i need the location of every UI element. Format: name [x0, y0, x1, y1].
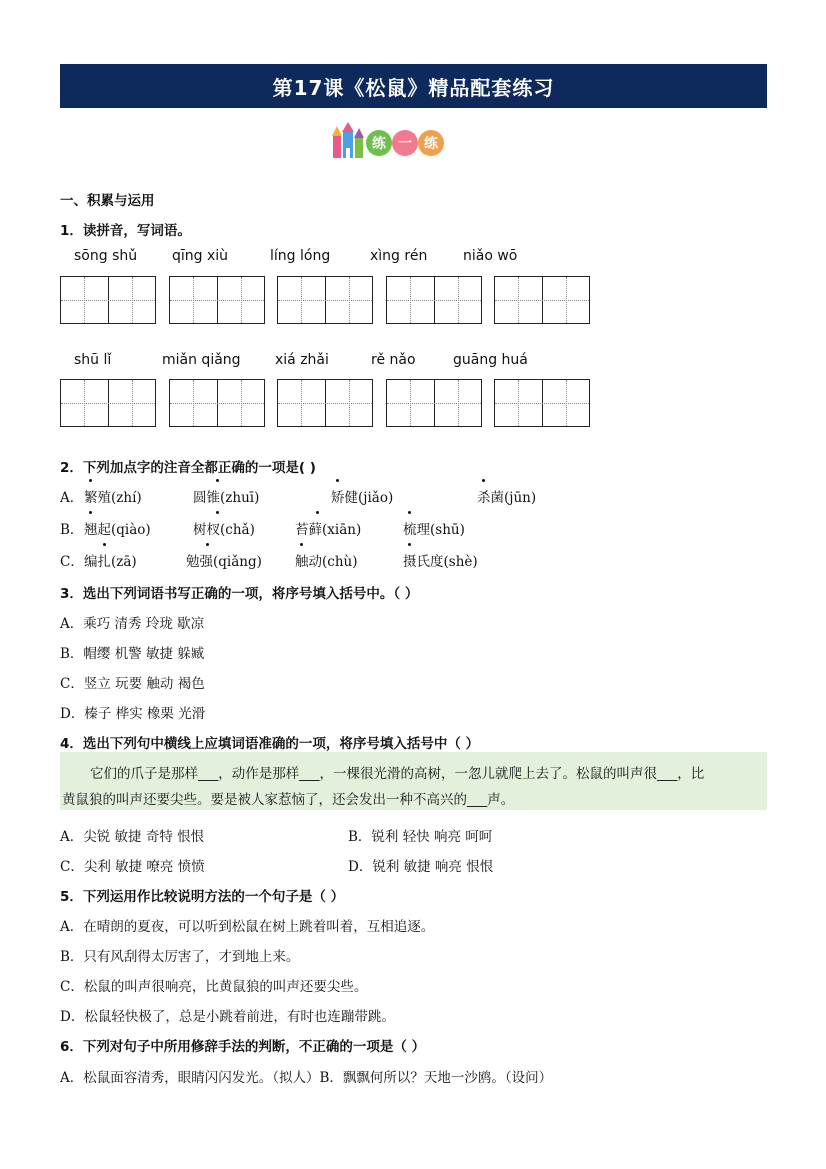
badge-char-2: 一	[392, 130, 418, 156]
pinyin: xìng rén	[370, 248, 428, 264]
option-word: 繁殖(zhí)	[84, 490, 142, 506]
title-banner	[60, 64, 767, 108]
pinyin: sōng shǔ	[74, 248, 138, 264]
q2-title: 2．下列加点字的注音全都正确的一项是( )	[60, 460, 316, 476]
q6-title: 6．下列对句子中所用修辞手法的判断，不正确的一项是（ ）	[60, 1039, 426, 1055]
q3-title: 3．选出下列词语书写正确的一项，将序号填入括号中。（ ）	[60, 586, 419, 602]
pinyin: shū lǐ	[74, 352, 112, 368]
writing-grid[interactable]	[386, 379, 482, 427]
option: C．尖利 敏捷 嘹亮 愤愤	[60, 859, 205, 875]
option: C．松鼠的叫声很响亮，比黄鼠狼的叫声还要尖些。	[60, 979, 368, 995]
option-word: 翘起(qiào)	[84, 522, 151, 538]
option: A．乘巧 清秀 玲珑 歇凉	[60, 616, 205, 632]
passage-box	[60, 752, 767, 810]
option-word: 苔藓(xiān)	[295, 522, 362, 538]
option-word: 编扎(zā)	[84, 554, 137, 570]
option-label: C．	[60, 554, 84, 570]
writing-grid[interactable]	[277, 379, 373, 427]
writing-grid[interactable]	[277, 276, 373, 324]
pinyin: líng lóng	[270, 248, 331, 264]
option-word: 勉强(qiǎng)	[186, 554, 262, 570]
option-word: 矫健(jiǎo)	[331, 490, 394, 506]
section-heading: 一、积累与运用	[60, 193, 155, 209]
q1-title: 1．读拼音，写词语。	[60, 223, 191, 239]
option-word: 触动(chù)	[295, 554, 358, 570]
option-word: 摄氏度(shè)	[403, 554, 478, 570]
writing-grid[interactable]	[169, 379, 265, 427]
option-word: 杀菌(jūn)	[477, 490, 537, 506]
writing-grid[interactable]	[169, 276, 265, 324]
writing-grid[interactable]	[60, 379, 156, 427]
option: C．竖立 玩要 触动 褐色	[60, 676, 205, 692]
option: B．帽缨 机警 敏捷 躲臧	[60, 646, 205, 662]
writing-grid[interactable]	[60, 276, 156, 324]
option-word: 梳理(shū)	[403, 522, 465, 538]
badge-char-3: 练	[418, 130, 444, 156]
pinyin: rě nǎo	[371, 352, 416, 368]
passage-line: 它们的爪子是那样___，动作是那样___，一棵很光滑的高树，一忽儿就爬上去了。松鼠的叫声很___，比	[90, 766, 705, 782]
writing-grid[interactable]	[494, 276, 590, 324]
passage-line: 黄鼠狼的叫声还要尖些。要是被人家惹恼了，还会发出一种不高兴的___声。	[62, 792, 515, 808]
castle-icon	[330, 122, 366, 160]
writing-grid[interactable]	[386, 276, 482, 324]
option: B．锐利 轻快 响亮 呵呵	[348, 829, 493, 845]
option: D．松鼠轻快极了，总是小跳着前进，有时也连蹦带跳。	[60, 1009, 395, 1025]
option: D．锐利 敏捷 响亮 恨恨	[348, 859, 494, 875]
option-label: A．	[60, 490, 84, 506]
q5-title: 5．下列运用作比较说明方法的一个句子是（ ）	[60, 889, 345, 905]
option: A．松鼠面容清秀，眼睛闪闪发光。（拟人）B．飘飘何所以？天地一沙鸥。（设问）	[60, 1070, 553, 1086]
badge-char-1: 练	[366, 130, 392, 156]
option: D．榛子 桦实 橡栗 光滑	[60, 706, 206, 722]
writing-grid[interactable]	[494, 379, 590, 427]
pinyin: xiá zhǎi	[275, 352, 329, 368]
option-word: 树杈(chǎ)	[193, 522, 255, 538]
pinyin: niǎo wō	[463, 248, 518, 264]
option-word: 圆锥(zhuī)	[193, 490, 260, 506]
option: B．只有风刮得太厉害了，才到地上来。	[60, 949, 300, 965]
option-label: B．	[60, 522, 84, 538]
pinyin: miǎn qiǎng	[162, 352, 241, 368]
pinyin: qīng xiù	[172, 248, 229, 264]
option: A．尖锐 敏捷 奇特 恨恨	[60, 829, 205, 845]
pinyin: guāng huá	[453, 352, 528, 368]
q4-title: 4．选出下列句中横线上应填词语准确的一项，将序号填入括号中（ ）	[60, 736, 480, 752]
option: A．在晴朗的夏夜，可以听到松鼠在树上跳着叫着，互相追逐。	[60, 919, 435, 935]
practice-badge	[330, 122, 448, 160]
page-title: 第17课《松鼠》精品配套练习	[272, 75, 555, 100]
